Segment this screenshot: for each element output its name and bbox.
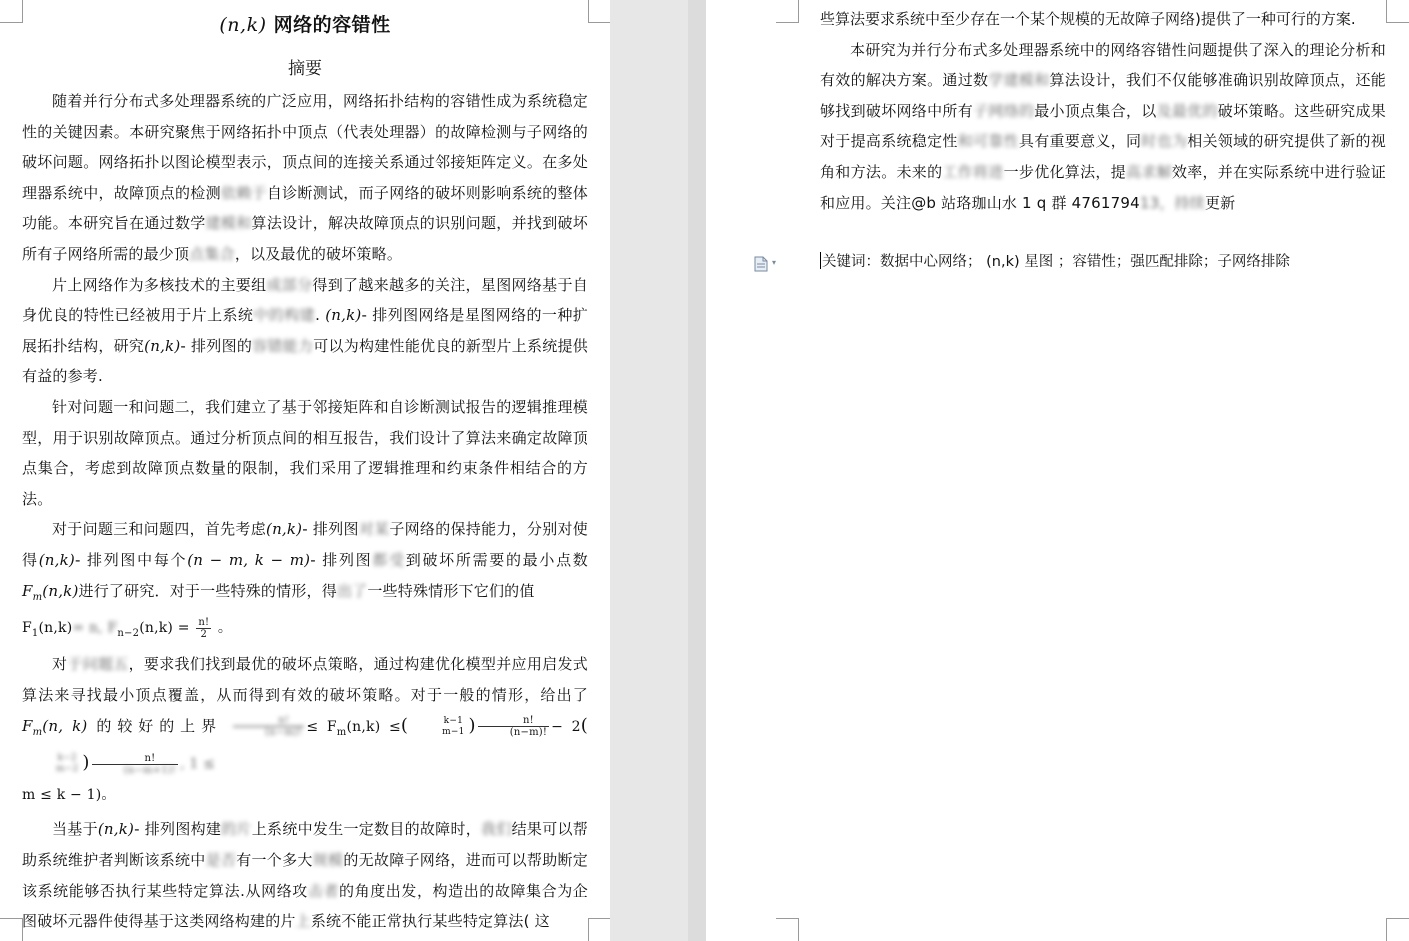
math: F: [22, 620, 32, 637]
math: (n,k): [38, 620, 73, 637]
blurred-text: 都受: [372, 550, 406, 569]
text: 的较好的上界: [96, 716, 223, 735]
blurred-text: 的片: [221, 820, 252, 839]
blurred-text: 是否: [205, 851, 237, 870]
keywords-text: 关键词：数据中心网络； (n,k) 星图 ；容错性；强匹配排除；子网络排除: [822, 254, 1290, 270]
denominator: (n−m)!: [265, 727, 303, 739]
blurred-text: 容错能力: [252, 336, 314, 355]
paragraph: 针对问题一和问题二，我们建立了基于邻接矩阵和自诊断测试报告的逻辑推理模型，用于识别故障顶点。通过分析顶点间的相互报告，我们设计了算法来确定故障顶点集合，考虑到故障顶点数量的限制，我们采用了逻辑推理和约束条件相结合的方法。: [22, 397, 588, 508]
text: 破坏策略。这些研究成果对于提高系统稳定性: [820, 101, 1386, 151]
math: (n,k): [325, 306, 362, 325]
keywords-line[interactable]: [820, 250, 1400, 271]
blurred-text: 高求解: [1125, 162, 1172, 181]
formula-line: m ≤ k − 1)。: [22, 786, 116, 803]
text: ，以及最优的破坏策略。: [234, 244, 403, 263]
crop-mark: [588, 918, 610, 941]
title-math: (n,k): [219, 14, 267, 36]
blurred-text: 时也为: [1141, 132, 1188, 151]
fraction: [196, 617, 211, 640]
math: F: [22, 716, 33, 735]
text: 自诊断测试，而子网络的破坏则影响系统的整体功能。本研究旨在通过数学: [22, 183, 589, 233]
text: 一些特殊情形下它们的值: [367, 581, 535, 600]
text: 效率，并在实际系统中进行验证和应用。关注@b 站珞珈山水 1 q 群 4761794: [820, 162, 1386, 212]
text: 子网络的保持能力，分别对使得: [22, 520, 588, 569]
paragraph: [22, 649, 588, 779]
paragraph: [22, 270, 588, 392]
text: 到破坏所需要的最小点数: [405, 550, 588, 569]
math-sub: 1: [31, 627, 39, 639]
blurred-text: 成部分: [266, 275, 313, 294]
blurred-text: 击者: [307, 881, 340, 900]
denominator: (n−m+1)!: [123, 764, 177, 776]
blurred-text: 中的构建: [253, 306, 316, 325]
blurred-text: 子网络的: [973, 101, 1035, 120]
text: .: [315, 306, 326, 325]
blurred-text: 建模和: [205, 214, 252, 233]
math: (n,k): [144, 336, 181, 355]
paragraph: [22, 86, 588, 270]
paren: ): [82, 752, 90, 774]
abstract-body-continued: [820, 4, 1386, 218]
text: 具有重要意义，同: [1018, 132, 1142, 151]
paragraph-handle-icon[interactable]: [754, 256, 768, 272]
text: 最小顶点集合，以: [1034, 101, 1157, 120]
text: 可以为构建性能优良的新型片上系统提供有益的参考.: [22, 336, 588, 386]
blurred-text: 对某: [358, 520, 390, 539]
blurred-text: 依赖于: [220, 183, 267, 202]
text: 的角度出发，构造出的故障集合为企图破坏元器件使得基于这类网络构建的片: [22, 881, 589, 931]
binom: [24, 753, 80, 775]
binom-bottom: m−2: [56, 764, 79, 775]
blurred-text: 上: [295, 912, 311, 931]
text: - 排列图网络是星图网络的一种扩展拓扑结构，研究: [22, 306, 588, 355]
crop-mark: [776, 0, 799, 23]
blurred-text: , 1 ≤: [180, 756, 216, 773]
math: (n,k): [38, 550, 75, 569]
blurred-text: = n,: [72, 620, 103, 637]
text: - 排列图中每个: [74, 550, 188, 569]
document-page-left: [0, 0, 610, 941]
math: (n,k): [266, 520, 303, 539]
math: (n,k) =: [139, 620, 190, 637]
blurred-text: 13，持续: [1139, 193, 1205, 212]
paragraph: [22, 514, 588, 613]
text: 一步优化算法，提: [1003, 162, 1126, 181]
math-sub: m: [32, 591, 43, 603]
blurred-text: 及最优的: [1156, 101, 1218, 120]
crop-mark: [776, 918, 799, 941]
text: 进行了研究．对于一些特殊的情形，得: [78, 581, 337, 600]
text: - 排列图的: [180, 336, 253, 355]
binom: [410, 716, 466, 738]
binom-top: k−1: [443, 715, 463, 726]
numerator: n!: [478, 715, 549, 727]
text: 片上网络作为多核技术的主要组: [52, 275, 267, 294]
text: 对: [52, 655, 68, 674]
text: 结果可以帮助系统维护者判断该系统中: [22, 820, 588, 870]
denominator: (n−m)!: [509, 727, 548, 739]
text: - 排列图构建: [134, 820, 222, 839]
math: (n,k) ≤: [346, 718, 401, 735]
page-gutter: [688, 0, 706, 941]
text: 有一个多大: [236, 851, 313, 870]
text: 算法设计，我们不仅能够准确识别故障顶点，还能够找到破坏网络中所有: [820, 71, 1386, 120]
fraction: [92, 753, 178, 776]
text: 更新: [1204, 193, 1236, 212]
math: (n,k): [42, 581, 79, 600]
fraction: [478, 715, 549, 738]
binom-top: k−2: [57, 753, 77, 764]
blurred-text: 工作将进: [942, 162, 1004, 181]
blurred-text: 规模: [312, 851, 344, 870]
crop-mark: [0, 918, 23, 941]
math: (n, k): [42, 716, 88, 735]
paragraph: [22, 814, 588, 936]
text: 得到了越来越多的关注，星图网络基于自身优良的特性已经被用于片上系统: [22, 275, 588, 325]
blurred-text: 我们: [481, 820, 512, 839]
text: 当基于: [52, 820, 98, 839]
binom-bottom: m−1: [442, 726, 465, 737]
chevron-down-icon[interactable]: ▾: [772, 258, 777, 267]
math: (n − m, k − m): [187, 550, 311, 569]
text: 本研究为并行分布式多处理器系统中的网络容错性问题提供了深入的理论分析和有效的解决方案。通过数: [820, 40, 1386, 90]
document-page-right: [706, 0, 1409, 941]
math: F: [22, 581, 33, 600]
crop-mark: [1386, 918, 1409, 941]
math-sub: n−2: [117, 627, 140, 639]
paragraph: [820, 35, 1386, 219]
text-cursor: [820, 252, 821, 269]
math: ≤ F: [306, 718, 337, 735]
formula-line: [22, 613, 588, 649]
text: 算法设计，解决故障顶点的识别问题，并找到破坏所有子网络所需的最少顶: [22, 214, 589, 263]
text: - 排列图: [310, 550, 373, 569]
math: (n,k): [97, 820, 135, 839]
text: 随着并行分布式多处理器系统的广泛应用，网络拓扑结构的容错性成为系统稳定性的关键因素。本研究聚焦于网络拓扑中顶点（代表处理器）的故障检测与子网络的破坏问题。网络拓扑以图论模型表示，顶点间的连接关系通过邻接矩阵定义。在多处理器系统中，故障顶点的检测: [22, 92, 588, 202]
numerator: n!: [198, 616, 210, 628]
paren: ): [468, 714, 476, 736]
text: 的无故障子网络，进而可以帮助断定该系统能够否执行某些特定算法.从网络攻: [22, 851, 588, 900]
abstract-body: [22, 86, 588, 937]
numerator: n!: [233, 715, 304, 727]
blurred-text: F: [107, 620, 118, 637]
text: - 排列图: [302, 520, 359, 539]
text: 上系统中发生一定数目的故障时，: [251, 820, 482, 839]
title-text: 网络的容错性: [266, 14, 391, 36]
abstract-heading: 摘要: [288, 59, 322, 79]
blurred-text: 和可靠性: [957, 132, 1019, 151]
math-sub: m: [336, 726, 347, 738]
blurred-text: 于问题五: [67, 655, 129, 674]
math: − 2: [551, 718, 581, 735]
blurred-text: 学建模和: [988, 71, 1050, 90]
blurred-text: 点集合: [189, 244, 235, 263]
numerator: n!: [92, 753, 178, 765]
text: 相关领域的研究提供了新的视角和方法。未来的: [820, 132, 1386, 181]
denominator: 2: [200, 628, 208, 640]
paren: (: [400, 714, 409, 736]
text: 。: [213, 620, 233, 637]
text: ，要求我们找到最优的破坏点策略，通过构建优化模型并应用启发式算法来寻找最小顶点覆盖，从而得到有效的破坏策略。对于一般的情形，给出了: [22, 655, 588, 705]
math-sub: m: [32, 726, 43, 738]
paren: (: [580, 714, 588, 736]
paragraph: 些算法要求系统中至少存在一个某个规模的无故障子网络)提供了一种可行的方案.: [820, 10, 1356, 28]
text: 对于问题三和问题四，首先考虑: [52, 520, 267, 539]
blurred-text: 出了: [336, 581, 368, 600]
fraction: [233, 715, 304, 738]
crop-mark: [1386, 0, 1409, 23]
text: 系统不能正常执行某些特定算法( 这: [310, 912, 550, 931]
document-title: [0, 10, 610, 37]
